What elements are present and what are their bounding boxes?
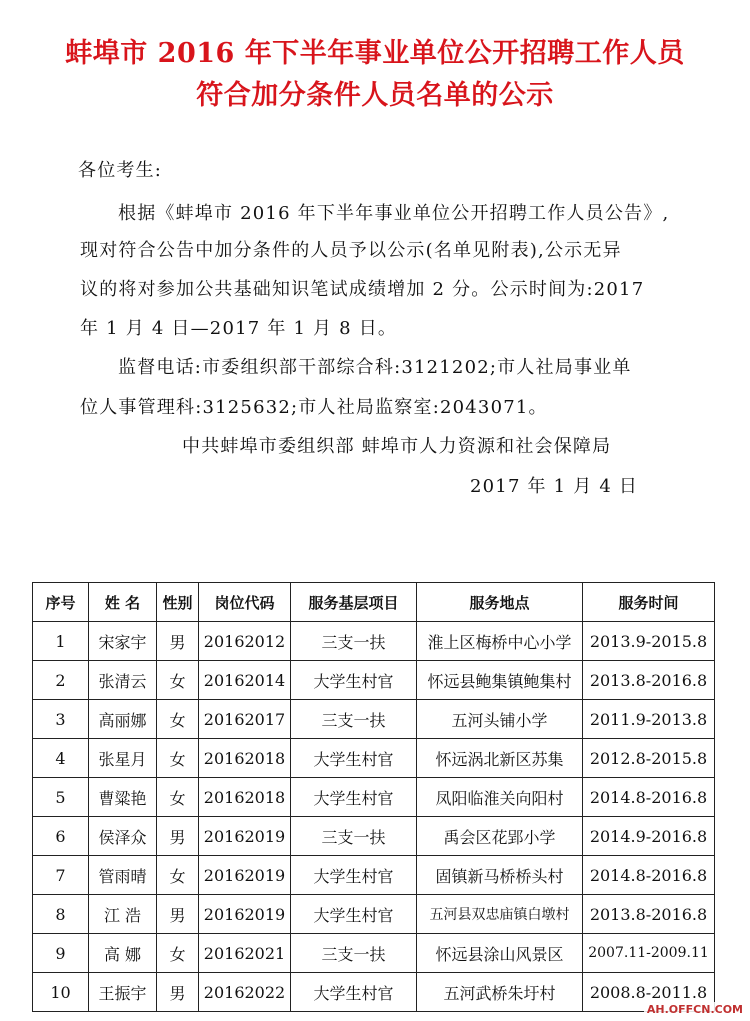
cell-service-project: 三支一扶 [291, 700, 417, 739]
cell-service-project: 大学生村官 [291, 973, 417, 1012]
cell-service-project: 三支一扶 [291, 817, 417, 856]
header-gender: 性别 [157, 583, 199, 622]
cell-name: 张清云 [89, 661, 157, 700]
cell-service-period: 2013.8-2016.8 [583, 895, 715, 934]
table-row [33, 934, 715, 973]
header-service-project: 服务基层项目 [291, 583, 417, 622]
cell-index: 7 [33, 856, 89, 895]
cell-name: 宋家宇 [89, 622, 157, 661]
cell-service-period: 2008.8-2011.8 [583, 973, 715, 1012]
cell-index: 10 [33, 973, 89, 1012]
document-title-line1: 蚌埠市 2016 年下半年事业单位公开招聘工作人员 [65, 38, 685, 69]
cell-position-code: 20162019 [199, 817, 291, 856]
cell-position-code: 20162022 [199, 973, 291, 1012]
table-row [33, 856, 715, 895]
signature: 中共蚌埠市委组织部 蚌埠市人力资源和社会保障局 [182, 436, 612, 457]
document-title-line2: 符合加分条件人员名单的公示 [196, 80, 554, 111]
cell-index: 5 [33, 778, 89, 817]
cell-index: 9 [33, 934, 89, 973]
cell-service-period: 2011.9-2013.8 [583, 700, 715, 739]
cell-position-code: 20162014 [199, 661, 291, 700]
cell-service-period: 2014.8-2016.8 [583, 856, 715, 895]
cell-service-period: 2013.9-2015.8 [583, 622, 715, 661]
table-row [33, 973, 715, 1012]
cell-position-code: 20162019 [199, 856, 291, 895]
cell-service-period: 2007.11-2009.11 [583, 934, 715, 973]
cell-gender: 男 [157, 973, 199, 1012]
cell-service-location: 禹会区花郢小学 [417, 817, 583, 856]
body-line-2: 现对符合公告中加分条件的人员予以公示(名单见附表),公示无异 [80, 240, 622, 261]
cell-service-period: 2013.8-2016.8 [583, 661, 715, 700]
cell-position-code: 20162018 [199, 778, 291, 817]
cell-index: 8 [33, 895, 89, 934]
cell-service-location: 怀远涡北新区苏集 [417, 739, 583, 778]
cell-index: 4 [33, 739, 89, 778]
header-name: 姓 名 [89, 583, 157, 622]
cell-position-code: 20162017 [199, 700, 291, 739]
cell-service-location: 固镇新马桥桥头村 [417, 856, 583, 895]
cell-name: 张星月 [89, 739, 157, 778]
cell-service-project: 大学生村官 [291, 778, 417, 817]
body-line-3: 议的将对参加公共基础知识笔试成绩增加 2 分。公示时间为:2017 [80, 279, 645, 300]
cell-service-period: 2012.8-2015.8 [583, 739, 715, 778]
cell-gender: 男 [157, 895, 199, 934]
header-service-location: 服务地点 [417, 583, 583, 622]
cell-name: 曹粱艳 [89, 778, 157, 817]
cell-service-period: 2014.8-2016.8 [583, 778, 715, 817]
cell-gender: 女 [157, 661, 199, 700]
greeting: 各位考生: [78, 160, 163, 181]
body-line-5: 监督电话:市委组织部干部综合科:3121202;市人社局事业单 [118, 357, 632, 378]
cell-service-location: 淮上区梅桥中心小学 [417, 622, 583, 661]
cell-gender: 男 [157, 817, 199, 856]
cell-name: 管雨晴 [89, 856, 157, 895]
cell-index: 6 [33, 817, 89, 856]
cell-gender: 女 [157, 856, 199, 895]
cell-index: 1 [33, 622, 89, 661]
table-row [33, 700, 715, 739]
body-line-4: 年 1 月 4 日—2017 年 1 月 8 日。 [80, 318, 398, 339]
table-row [33, 622, 715, 661]
header-index: 序号 [33, 583, 89, 622]
header-service-period: 服务时间 [583, 583, 715, 622]
cell-gender: 男 [157, 622, 199, 661]
cell-service-project: 大学生村官 [291, 895, 417, 934]
cell-index: 3 [33, 700, 89, 739]
cell-service-period: 2014.9-2016.8 [583, 817, 715, 856]
body-line-6: 位人事管理科:3125632;市人社局监察室:2043071。 [80, 397, 548, 418]
cell-name: 侯泽众 [89, 817, 157, 856]
table-row [33, 778, 715, 817]
cell-service-project: 大学生村官 [291, 739, 417, 778]
header-position-code: 岗位代码 [199, 583, 291, 622]
cell-position-code: 20162018 [199, 739, 291, 778]
cell-name: 高丽娜 [89, 700, 157, 739]
cell-service-project: 三支一扶 [291, 934, 417, 973]
cell-service-project: 大学生村官 [291, 661, 417, 700]
publish-date: 2017 年 1 月 4 日 [470, 476, 639, 497]
cell-name: 江 浩 [89, 895, 157, 934]
cell-service-location: 五河武桥朱圩村 [417, 973, 583, 1012]
table-row [33, 661, 715, 700]
cell-service-location: 五河头铺小学 [417, 700, 583, 739]
cell-service-location: 五河县双忠庙镇白墩村 [417, 895, 583, 934]
cell-position-code: 20162012 [199, 622, 291, 661]
table-row [33, 739, 715, 778]
cell-service-project: 大学生村官 [291, 856, 417, 895]
cell-index: 2 [33, 661, 89, 700]
cell-gender: 女 [157, 778, 199, 817]
cell-gender: 女 [157, 934, 199, 973]
table-header-row [33, 583, 715, 622]
cell-service-location: 怀远县涂山风景区 [417, 934, 583, 973]
cell-gender: 女 [157, 739, 199, 778]
cell-service-project: 三支一扶 [291, 622, 417, 661]
cell-gender: 女 [157, 700, 199, 739]
watermark: AH.OFFCN.COM [644, 1002, 746, 1017]
body-line-1: 根据《蚌埠市 2016 年下半年事业单位公开招聘工作人员公告》, [118, 203, 670, 224]
cell-service-location: 凤阳临淮关向阳村 [417, 778, 583, 817]
table-row [33, 817, 715, 856]
cell-position-code: 20162019 [199, 895, 291, 934]
cell-name: 王振宇 [89, 973, 157, 1012]
table-row [33, 895, 715, 934]
cell-service-location: 怀远县鲍集镇鲍集村 [417, 661, 583, 700]
candidate-table [32, 582, 715, 1012]
cell-name: 高 娜 [89, 934, 157, 973]
cell-position-code: 20162021 [199, 934, 291, 973]
